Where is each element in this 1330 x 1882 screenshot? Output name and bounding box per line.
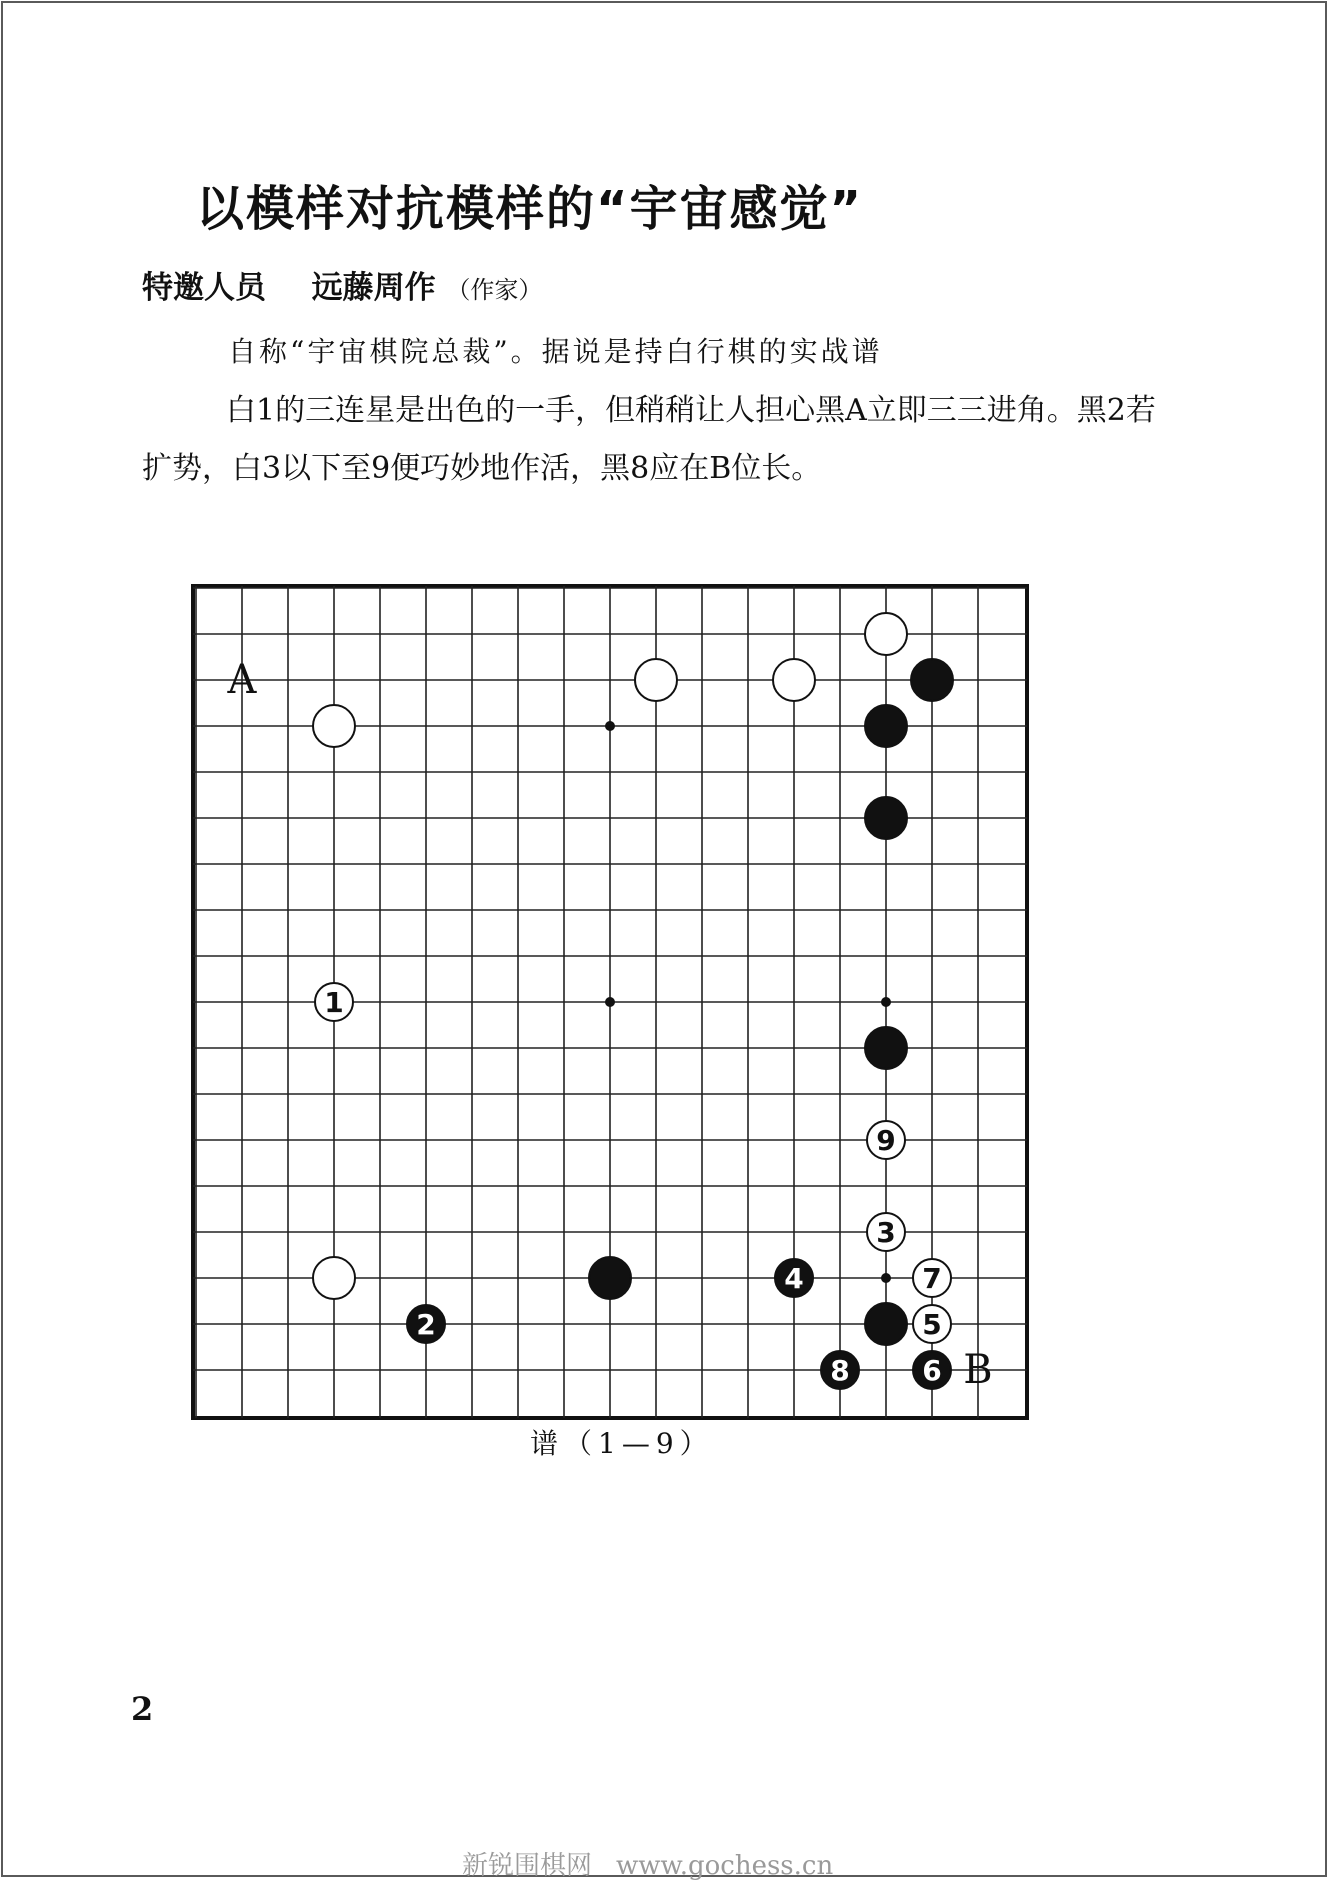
- move-number-label: 6: [922, 1354, 942, 1387]
- diagram-caption: 谱（1—9）: [530, 1427, 714, 1460]
- star-point: [605, 721, 615, 731]
- position-label-b: B: [963, 1347, 993, 1393]
- move-number-label: 8: [830, 1354, 850, 1387]
- black-stone: [865, 797, 907, 839]
- move-number-label: 3: [876, 1216, 896, 1249]
- move-number-label: 7: [922, 1262, 942, 1295]
- page-number: 2: [131, 1690, 154, 1728]
- intro-text: 自称“宇宙棋院总裁”。据说是持白行棋的实战谱: [228, 335, 883, 368]
- move-number-label: 2: [416, 1308, 436, 1341]
- white-stone: [773, 659, 815, 701]
- white-stone: [313, 1257, 355, 1299]
- white-stone: [865, 613, 907, 655]
- article-title: 以模样对抗模样的“宇宙感觉”: [196, 181, 864, 237]
- move-number-label: 5: [922, 1308, 942, 1341]
- black-stone: [911, 659, 953, 701]
- black-stone: [865, 705, 907, 747]
- guest-role: （作家）: [446, 276, 543, 304]
- black-stone: [865, 1303, 907, 1345]
- star-point: [881, 997, 891, 1007]
- watermark: [462, 1845, 962, 1882]
- star-point: [605, 997, 615, 1007]
- commentary-text: 白1的三连星是出色的一手，但稍稍让人担心黑A立即三三进角。黑2若扩势，白3以下至9便巧妙地作活，黑8应在B位长。: [142, 393, 1156, 486]
- move-number-label: 1: [324, 986, 344, 1019]
- star-point: [881, 1273, 891, 1283]
- watermark-url: www.gochess.cn: [616, 1851, 834, 1881]
- guest-label: 特邀人员: [142, 270, 266, 306]
- black-stone: [589, 1257, 631, 1299]
- black-stone: [865, 1027, 907, 1069]
- move-number-label: 4: [784, 1262, 804, 1295]
- white-stone: [313, 705, 355, 747]
- position-label-a: A: [227, 657, 257, 703]
- watermark-site-name: 新锐围棋网: [462, 1851, 593, 1881]
- guest-name: 远藤周作: [311, 270, 436, 306]
- white-stone: [635, 659, 677, 701]
- move-number-label: 9: [876, 1124, 896, 1157]
